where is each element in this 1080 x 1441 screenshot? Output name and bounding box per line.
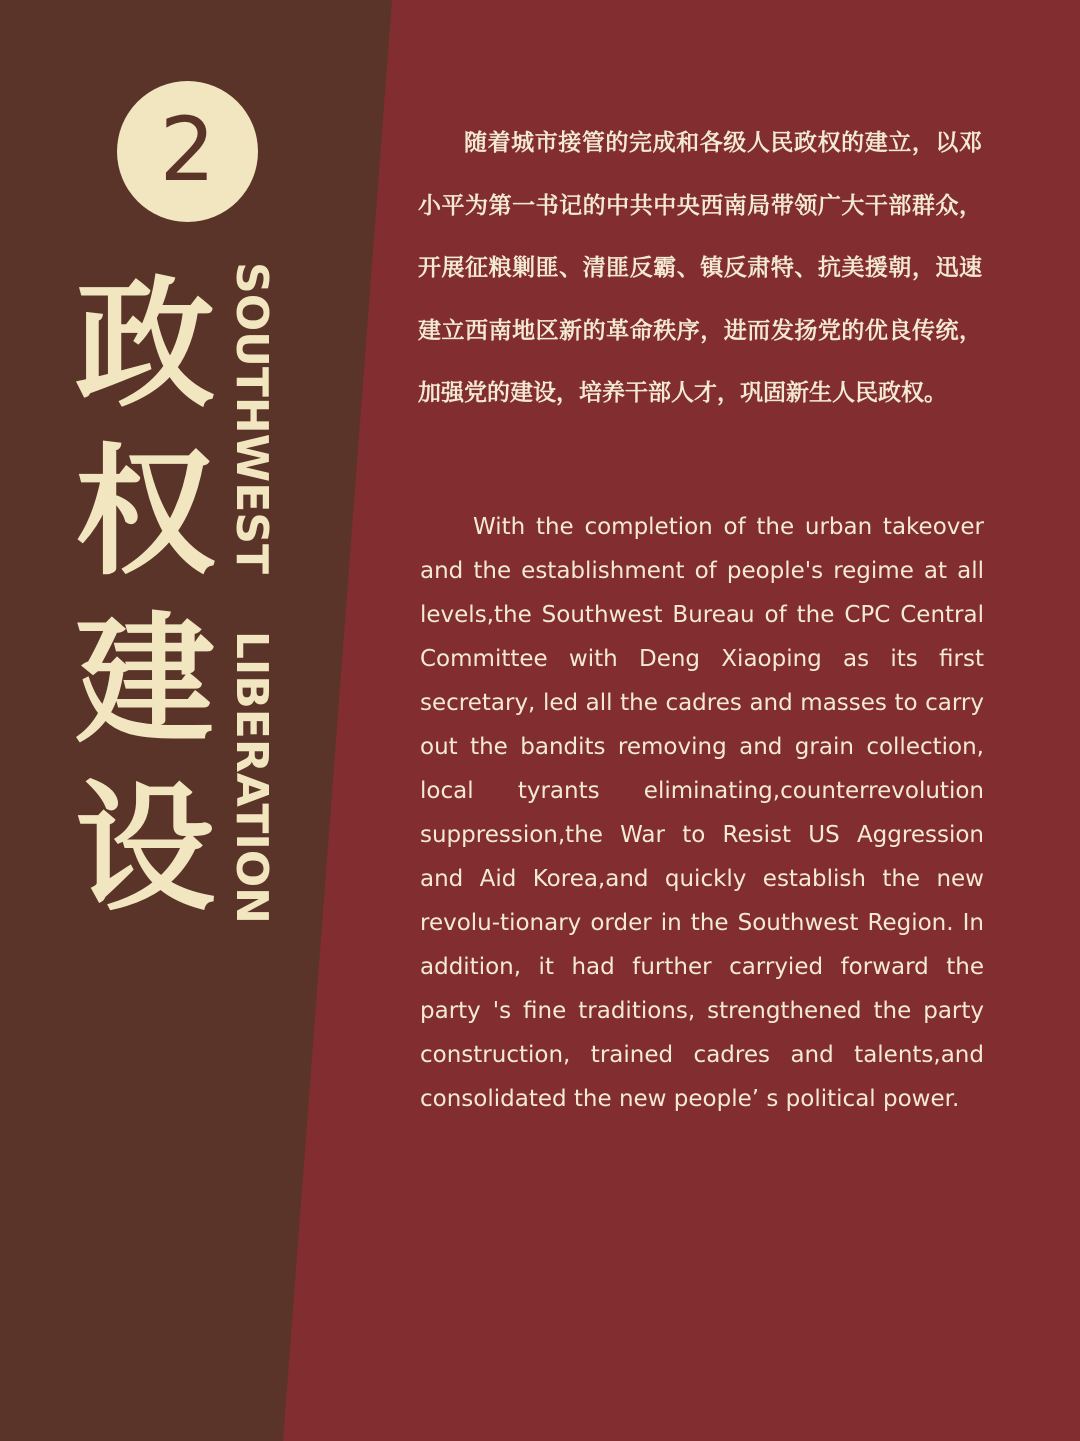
title-char: 设 (74, 768, 215, 931)
section-number: 2 (159, 97, 216, 201)
paragraph-english: With the completion of the urban takeover and the establishment of people's regime at all levels,the Southwest Bureau of the CPC Central Committee with Deng Xiaoping as its first secretary, led all the cadres and masses to carry out the bandits removing and grain collection, local tyrants eliminating,counterrevolution suppression,the War to Resist US Aggression and Aid Korea,and quickly establish the new revolu-tionary order in the Southwest Region. In addition, it had further carryied forward the party 's fine traditions, strengthened the party construction, trained cadres and talents,and consolidated the new people’ s political power. (420, 514, 984, 1112)
title-char: 权 (74, 432, 215, 595)
section-title-chinese (70, 262, 220, 934)
title-char: 政 (74, 264, 215, 427)
title-char: 建 (74, 600, 215, 763)
section-number-badge (117, 81, 258, 222)
paragraph-chinese: 随着城市接管的完成和各级人民政权的建立，以邓小平为第一书记的中共中央西南局带领广大干部群众，开展征粮剿匪、清匪反霸、镇反肃特、抗美援朝，迅速建立西南地区新的革命秩序，进而发扬党的优良传统，加强党的建设，培养干部人才，巩固新生人民政权。 (418, 130, 982, 406)
section-title-english-vertical: SOUTHWEST LIBERATION (226, 262, 277, 924)
